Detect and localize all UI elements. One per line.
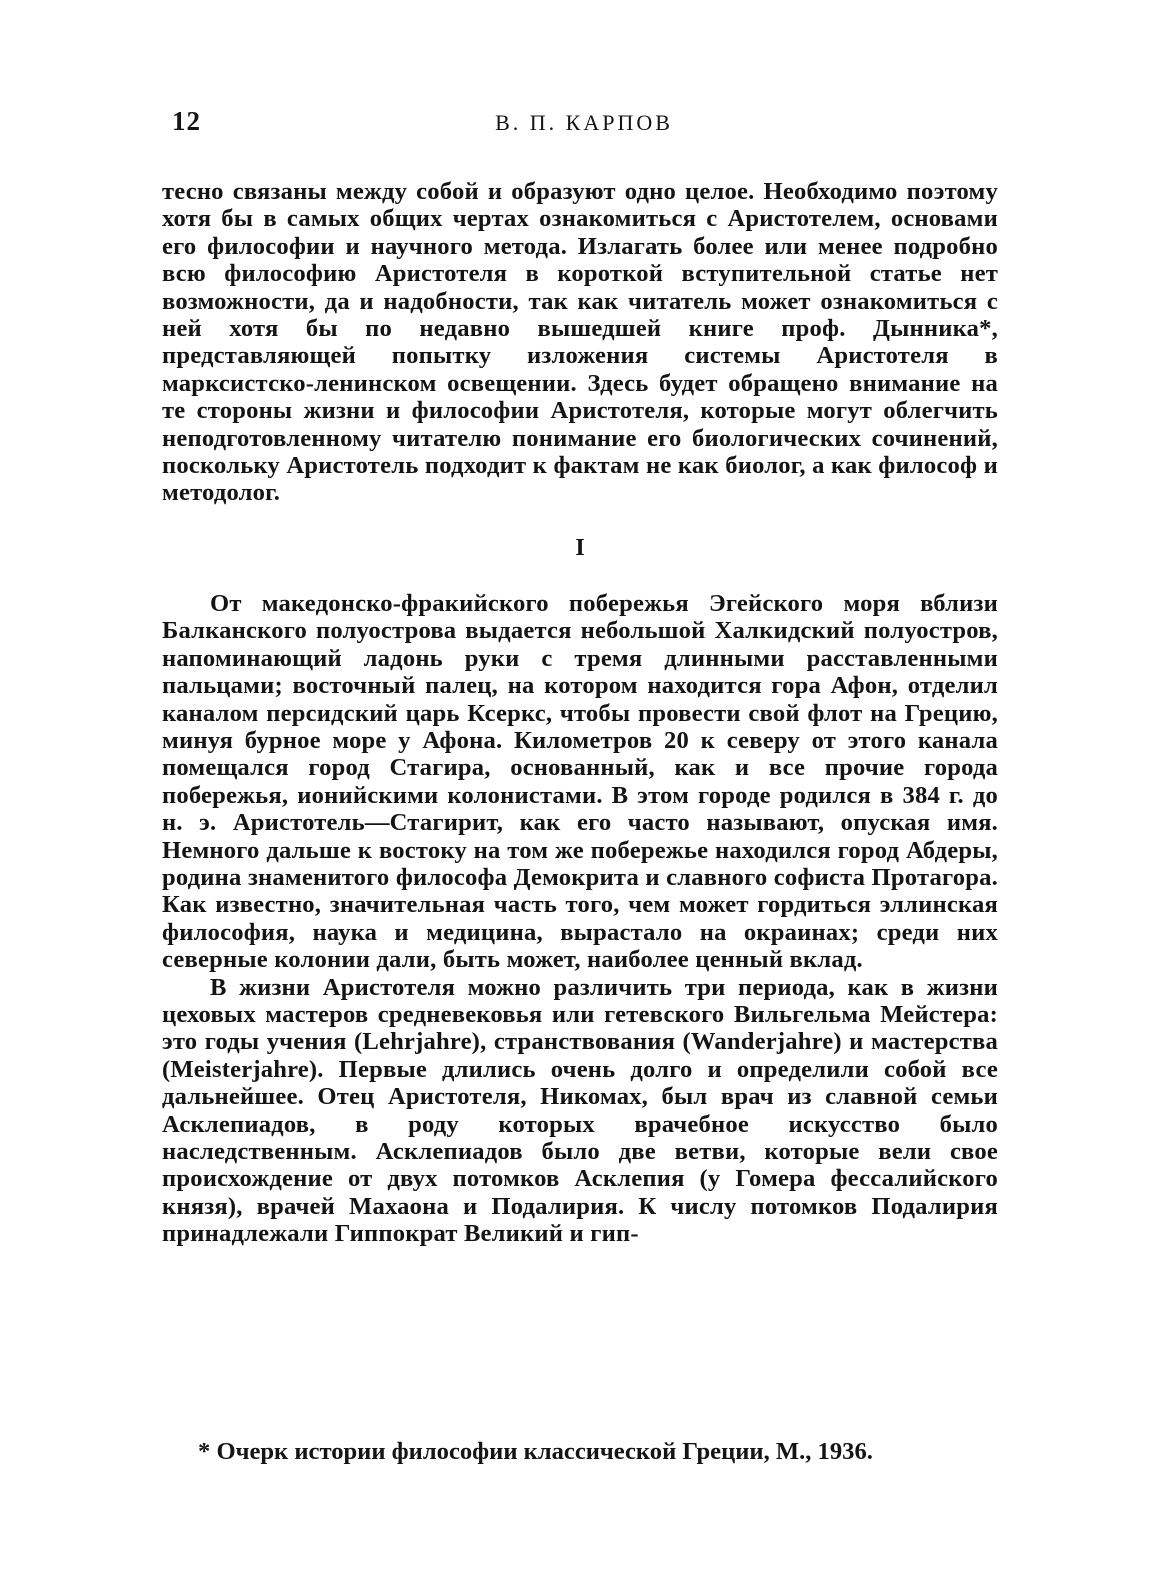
section-paragraph-1: От македонско-фракийского побережья Эгейского моря вблизи Балканского полуострова выдается небольшой Халкидский полуостров, напоминающий ладонь руки с тремя длинными расставленными пальцами; восточный палец, на котором находится гора Афон, отделил каналом персидский царь Ксеркс, чтобы провести свой флот на Грецию, минуя бурное море у Афона. Километров 20 к северу от этого канала помещался город Стагира, основанный, как и все прочие города побережья, ионийскими колонистами. В этом городе родился в 384 г. до н. э. Аристотель—Стагирит, как его часто называют, опуская имя. Немного дальше к востоку на том же побережье находился город Абдеры, родина знаменитого философа Демокрита и славного софиста Протагора. Как известно, значительная часть того, чем может гордиться эллинская философия, наука и медицина, вырастало на окраинах; среди них северные колонии дали, быть может, наиболее ценный вклад. [162, 589, 998, 974]
footnote: * Очерк истории философии классической Греции, М., 1936. [198, 1438, 873, 1465]
running-head [172, 106, 996, 146]
running-head-author: В. П. КАРПОВ [495, 110, 673, 135]
page-number: 12 [172, 106, 201, 136]
section-numeral: I [575, 534, 585, 561]
section-paragraph-2: В жизни Аристотеля можно различить три периода, как в жизни цеховых мастеров средневековья или гетевского Вильгельма Мейстера: это годы учения (Lehrjahre), странствования (Wanderjahre) и мастерства (Meisterjahre). Первые длились очень долго и определили собой все дальнейшее. Отец Аристотеля, Никомах, был врач из славной семьи Асклепиадов, в роду которых врачебное искусство было наследственным. Асклепиадов было две ветви, которые вели свое происхождение от двух потомков Асклепия (у Гомера фессалийского князя), врачей Махаона и Подалирия. К числу потомков Подалирия принадлежали Гиппократ Великий и гип- [162, 973, 998, 1248]
intro-paragraph: тесно связаны между собой и образуют одно целое. Необходимо поэтому хотя бы в самых общих чертах ознакомиться с Аристотелем, основами его философии и научного метода. Излагать более или менее подробно всю философию Аристотеля в короткой вступительной статье нет возможности, да и надобности, так как читатель может ознакомиться с ней хотя бы по недавно вышедшей книге проф. Дынника*, представляющей попытку изложения системы Аристотеля в марксистско-ленинском освещении. Здесь будет обращено внимание на те стороны жизни и философии Аристотеля, которые могут облегчить неподготовленному читателю понимание его биологических сочинений, поскольку Аристотель подходит к фактам не как биолог, а как философ и методолог. [162, 178, 998, 507]
page-body [162, 178, 998, 1248]
